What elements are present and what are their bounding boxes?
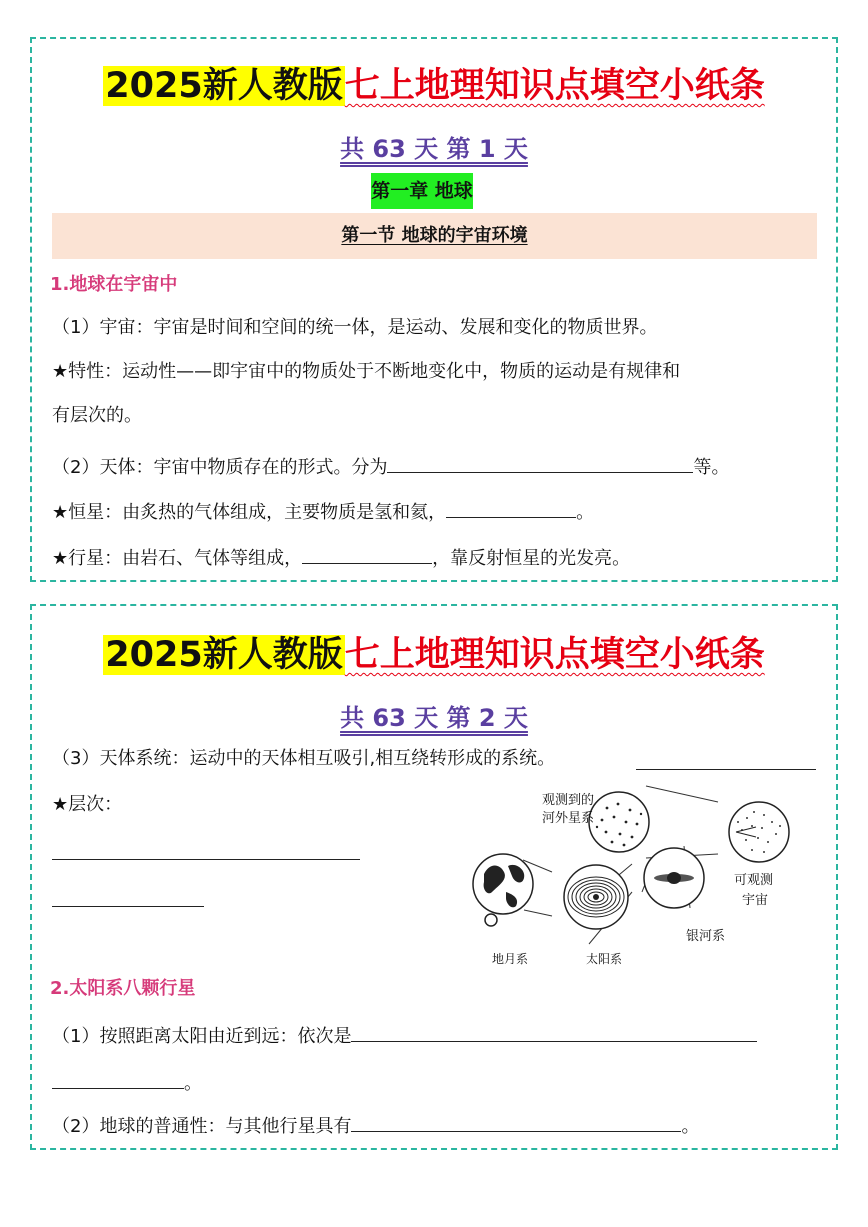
earth-moon-circle: [473, 854, 533, 926]
earth-ordinary-text: （2）地球的普通性：与其他行星具有: [52, 1116, 352, 1137]
topic-heading: 1.地球在宇宙中: [50, 274, 178, 295]
card-title: [32, 628, 836, 682]
celestial-body-end: 等。: [693, 457, 730, 478]
galaxies-label-1: 观测到的: [542, 793, 595, 808]
universe-label-2: 宇宙: [742, 893, 769, 908]
planet-text: ★行星：由岩石、气体等组成，: [52, 548, 303, 569]
levels-line: ★层次：: [52, 794, 123, 815]
title-highlight: 2025新人教版: [105, 66, 343, 106]
star-text: ★恒星：由炙热的气体组成，主要物质是氢和氦，: [52, 502, 447, 523]
celestial-body-text: （2）天体：宇宙中物质存在的形式。分为: [52, 457, 388, 478]
planet-line: [52, 543, 630, 572]
galaxies-label-2: 河外星系: [542, 811, 595, 826]
property-line: ★特性：运动性——即宇宙中的物质处于不断地变化中，物质的运动是有规律和: [52, 361, 681, 382]
fill-blank[interactable]: [636, 769, 816, 770]
celestial-body-line: [52, 452, 729, 481]
solar-system-label: 太阳系: [586, 952, 623, 966]
planet-end: ，靠反射恒星的光发亮。: [432, 548, 631, 569]
property-line-cont: 有层次的。: [52, 405, 142, 426]
day-subtitle: 共 63 天 第 1 天: [340, 135, 528, 163]
star-line: [52, 497, 594, 526]
planet-order-end: 。: [184, 1073, 202, 1094]
planet-order-text: （1）按照距离太阳由近到远：依次是: [52, 1026, 352, 1047]
day-subtitle: 共 63 天 第 2 天: [340, 704, 528, 732]
title-highlight: 2025新人教版: [105, 635, 343, 675]
celestial-system-diagram: [442, 782, 812, 967]
fill-blank[interactable]: [302, 543, 432, 564]
topic-heading: 2.太阳系八颗行星: [50, 978, 196, 999]
note-card-day-2: [30, 604, 838, 1150]
fill-blank[interactable]: [446, 497, 576, 518]
fill-blank[interactable]: [52, 906, 204, 907]
planet-order-line: [52, 1021, 757, 1050]
fill-blank[interactable]: [351, 1111, 681, 1132]
earth-moon-label: 地月系: [492, 952, 529, 966]
milky-way-circle: [644, 848, 704, 908]
earth-ordinary-end: 。: [681, 1116, 700, 1137]
title-red: 七上地理知识点填空小纸条: [344, 66, 765, 106]
definition-line: （1）宇宙：宇宙是时间和空间的统一体，是运动、发展和变化的物质世界。: [52, 317, 658, 338]
fill-blank[interactable]: [52, 1068, 184, 1089]
solar-system-circle: [564, 865, 628, 929]
universe-circle: [729, 802, 789, 862]
note-card-day-1: [30, 37, 838, 582]
fill-blank[interactable]: [351, 1021, 757, 1042]
planet-order-cont: [52, 1068, 202, 1097]
fill-blank[interactable]: [52, 859, 360, 860]
chapter-label: 第一章 地球: [371, 173, 473, 209]
star-end: 。: [576, 502, 595, 523]
system-line: （3）天体系统：运动中的天体相互吸引,相互绕转形成的系统。: [52, 748, 556, 769]
title-red: 七上地理知识点填空小纸条: [344, 635, 765, 675]
earth-ordinary-line: [52, 1111, 699, 1140]
section-title: 第一节 地球的宇宙环境: [341, 225, 528, 246]
galaxies-circle: [589, 792, 649, 852]
fill-blank[interactable]: [387, 452, 693, 473]
card-title: [32, 59, 836, 113]
milky-way-label: 银河系: [686, 929, 726, 944]
universe-label-1: 可观测: [734, 873, 774, 888]
section-banner: [52, 213, 817, 259]
